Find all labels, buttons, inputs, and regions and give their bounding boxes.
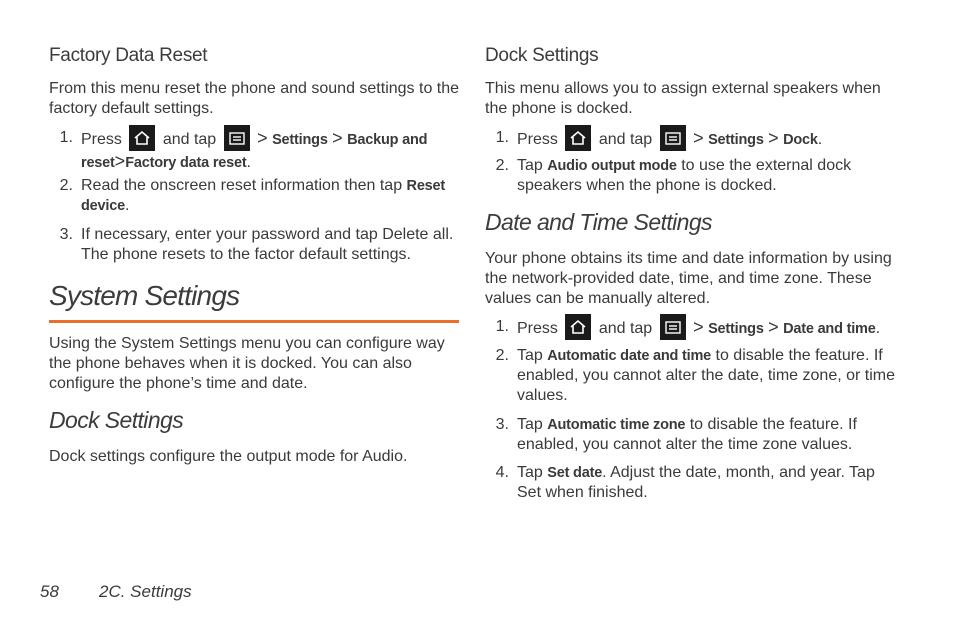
dock-settings-heading-left: Dock Settings <box>49 407 184 433</box>
section-divider <box>49 320 459 323</box>
factory-data-reset-heading: Factory Data Reset <box>49 45 208 66</box>
factory-step-3: 3. If necessary, enter your password and tap Delete all. The phone resets to the factor default settings. <box>59 226 454 263</box>
system-settings-intro: Using the System Settings menu you can configure way the phone behaves when it is docked. You can also configure the phone’s time and date. <box>49 335 445 392</box>
dock-path: Dock <box>783 132 818 148</box>
system-settings-heading: System Settings <box>49 280 240 311</box>
date-and-time-path: Date and time <box>783 321 876 337</box>
section-label: 2C. Settings <box>99 582 192 601</box>
automatic-time-zone-label: Automatic time zone <box>547 417 686 433</box>
reset-device-label: Reset device <box>81 178 446 214</box>
datetime-step-1: 1. Press and tap > Settings > Date and time. <box>485 317 905 340</box>
menu-icon <box>660 125 686 151</box>
datetime-step-4: 4. Tap Set date. Adjust the date, month, and year. Tap Set when finished. <box>495 464 875 501</box>
dock-settings-intro-left: Dock settings configure the output mode for Audio. <box>49 448 408 465</box>
page-number: 58 <box>40 582 59 601</box>
factory-data-reset-intro: From this menu reset the phone and sound settings to the factory default settings. <box>49 80 460 117</box>
factory-data-reset-path: Factory data reset <box>125 155 247 171</box>
menu-icon <box>224 125 250 151</box>
audio-output-mode-label: Audio output mode <box>547 158 677 174</box>
set-date-label: Set date <box>547 465 603 481</box>
date-time-settings-heading: Date and Time Settings <box>485 209 712 235</box>
dock-step-2: 2. Tap Audio output mode to use the external dock speakers when the phone is docked. <box>495 157 852 194</box>
dock-settings-heading-right: Dock Settings <box>485 45 599 66</box>
datetime-step-2: 2. Tap Automatic date and time to disable the feature. If enabled, you cannot alter the date, time zone, or time values. <box>495 347 896 404</box>
home-icon <box>129 125 155 151</box>
settings-path: Settings <box>708 132 764 148</box>
automatic-date-time-label: Automatic date and time <box>547 348 712 364</box>
factory-step-2: 2. Read the onscreen reset information then tap Reset device. <box>59 177 446 214</box>
date-time-settings-intro: Your phone obtains its time and date information by using the network-provided date, time, and time zone. These values can be manually altered. <box>485 250 892 307</box>
home-icon <box>565 314 591 340</box>
home-icon <box>565 125 591 151</box>
dock-step-1: 1. Press and tap > Settings > Dock. <box>485 128 905 151</box>
backup-reset-path: Backup and reset <box>81 132 428 171</box>
settings-path: Settings <box>708 321 764 337</box>
menu-icon <box>660 314 686 340</box>
settings-path: Settings <box>272 132 328 148</box>
factory-step-1: 1. Press and tap > Settings > Backup and reset>Factory data reset. <box>49 128 461 173</box>
dock-settings-intro-right: This menu allows you to assign external speakers when the phone is docked. <box>485 80 881 117</box>
datetime-step-3: 3. Tap Automatic time zone to disable the feature. If enabled, you cannot alter the time zone values. <box>495 416 857 453</box>
